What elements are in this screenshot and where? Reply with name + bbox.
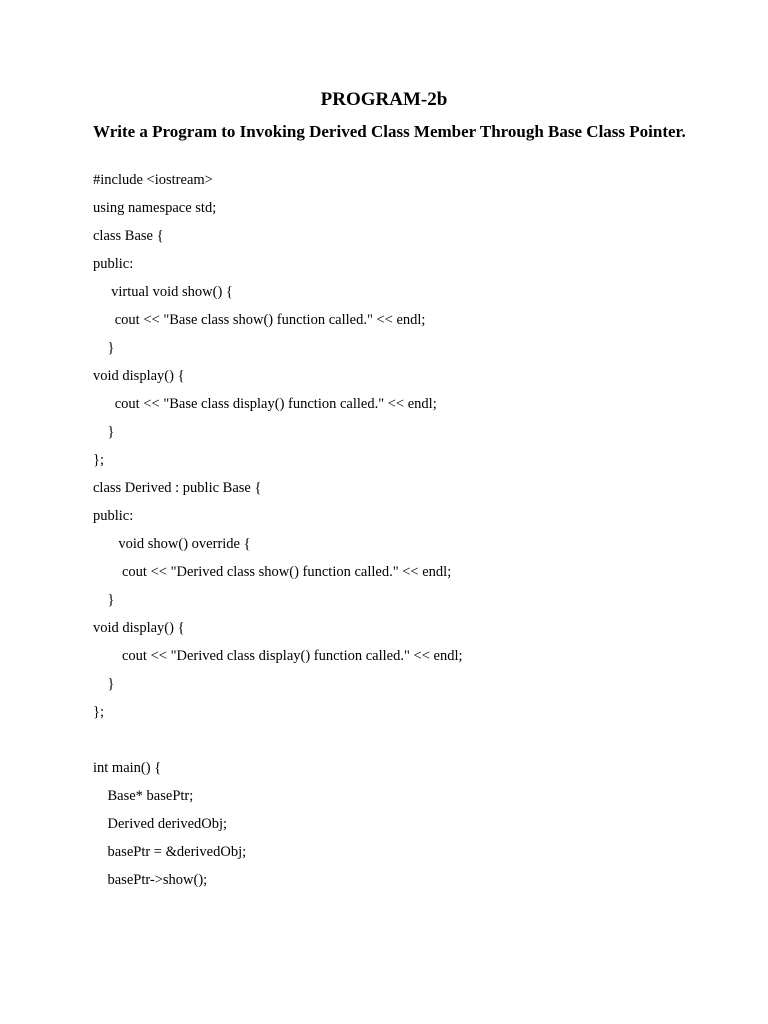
code-line: }; [93, 704, 104, 720]
program-heading: Write a Program to Invoking Derived Class Member Through Base Class Pointer. [93, 122, 686, 141]
code-line: }; [93, 452, 104, 468]
code-line: basePtr = &derivedObj; [93, 844, 247, 860]
code-line: using namespace std; [93, 200, 217, 216]
code-line: } [93, 424, 115, 440]
code-line: cout << "Base class display() function called." << endl; [93, 396, 437, 412]
code-line: cout << "Base class show() function called." << endl; [93, 312, 426, 328]
code-line: #include <iostream> [93, 172, 213, 188]
code-line: } [93, 676, 115, 692]
code-line: int main() { [93, 760, 162, 776]
code-line: Derived derivedObj; [93, 816, 228, 832]
code-line: cout << "Derived class show() function called." << endl; [93, 564, 452, 580]
code-line: basePtr->show(); [93, 872, 208, 888]
code-line: virtual void show() { [93, 284, 233, 300]
code-line: } [93, 340, 115, 356]
code-line: class Derived : public Base { [93, 480, 262, 496]
code-line: class Base { [93, 228, 164, 244]
code-line: cout << "Derived class display() function called." << endl; [93, 648, 463, 664]
code-line: void display() { [93, 368, 185, 384]
code-line: Base* basePtr; [93, 788, 194, 804]
page-title: PROGRAM-2b [320, 89, 448, 110]
code-line: public: [93, 508, 134, 524]
code-line: void show() override { [93, 536, 251, 552]
code-line: void display() { [93, 620, 185, 636]
code-line: public: [93, 256, 134, 272]
code-line: } [93, 592, 115, 608]
